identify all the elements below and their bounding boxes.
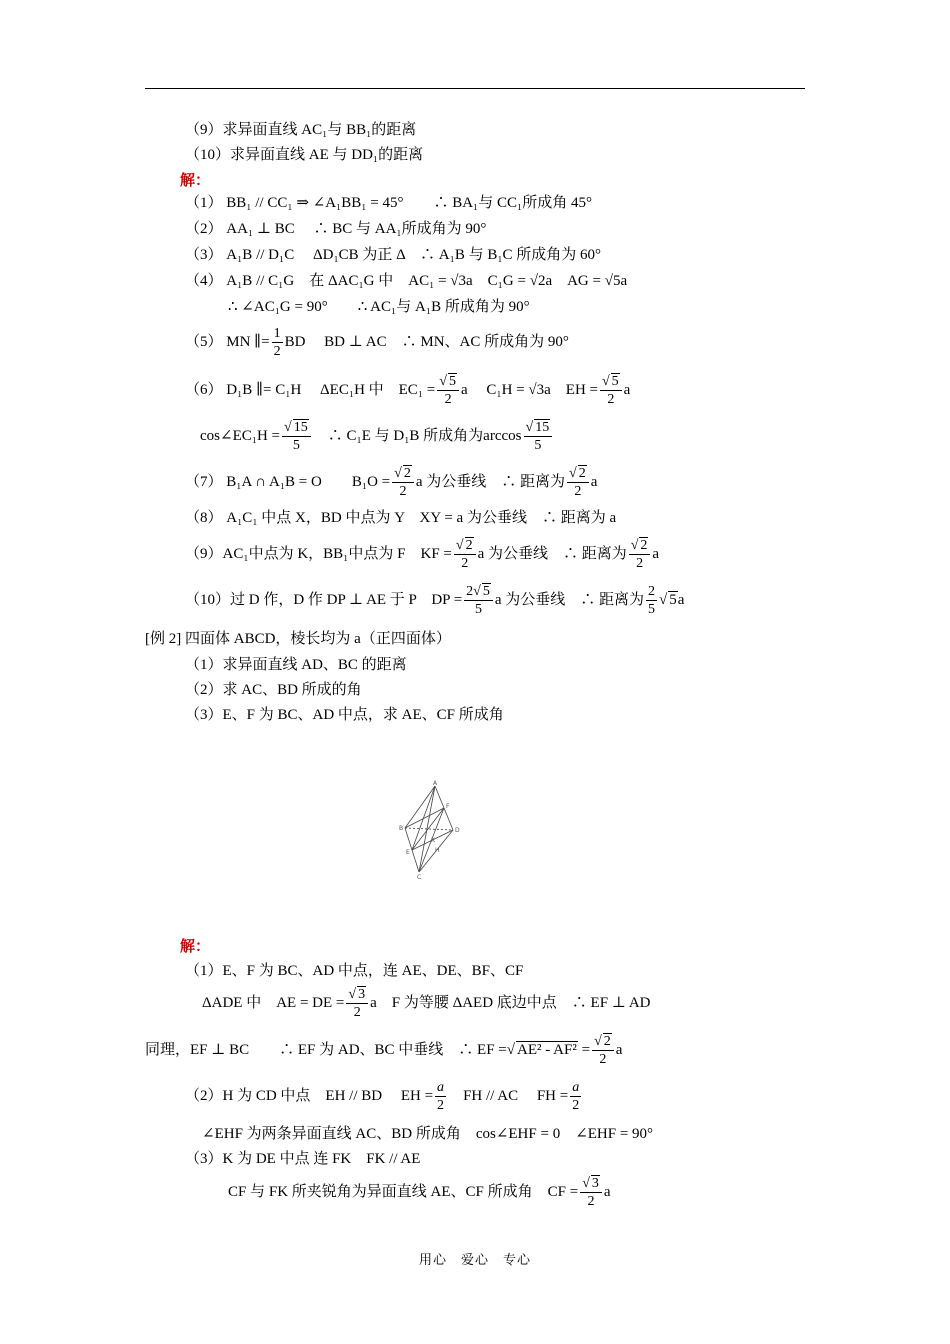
solution-6: （6） D₁B ∥= C₁H ΔEC₁H 中 EC₁ = $\frac{√ 5}{2}$ a C₁H = √3a EH = $\frac{√ 5}{2}$ a: [185, 374, 631, 408]
solution-heading: 解：: [180, 173, 211, 189]
solution-2-line-5: ∠EHF 为两条异面直线 AC、BD 所成角 cos∠EHF = 0 ∠EHF = 90°: [202, 1126, 654, 1142]
label-h: H: [435, 847, 440, 854]
fraction-root2-over-2: $\frac{√ 2}{2}$: [592, 1033, 614, 1068]
question-9: （9）求异面直线 AC₁与 BB₁的距离: [185, 122, 417, 138]
solution-2-line-2: ΔADE 中 AE = DE = $\frac{√ 3}{2}$ a F 为等腰 ΔAED 底边中点 ∴ EF ⊥ AD: [202, 987, 651, 1021]
fraction-root15-over-5: $\frac{√ 15}{5}$: [524, 419, 553, 454]
label-k: K: [431, 837, 435, 844]
fraction-root5-over-2: $\frac{√ 5}{2}$: [437, 373, 459, 408]
fraction-root2-over-2: $\frac{√ 2}{2}$: [629, 537, 651, 572]
fraction-a-over-2: $\frac{a}{2}$: [437, 1080, 445, 1114]
edge-ab: [405, 786, 435, 828]
solution-2-heading: 解：: [180, 939, 211, 955]
solution-5: [185, 325, 569, 360]
solution-2: （2） AA₁ ⊥ BC ∴ BC 与 AA₁所成角为 90°: [185, 221, 487, 237]
label-e: E: [406, 849, 410, 856]
fraction-2-over-5: $\frac{2}{5}$: [648, 584, 656, 618]
solution-5-part-a: （5） MN ∥=: [185, 334, 270, 350]
solution-2-line-7: CF 与 FK 所夹锐角为异面直线 AE、CF 所成角 CF = $\frac{√ 3}{2}$ a: [228, 1176, 611, 1210]
fraction-2root5-over-5: $\frac{2√ 5}{5}$: [464, 583, 493, 618]
label-b: B: [399, 825, 404, 832]
tetrahedron-figure: [395, 780, 465, 880]
fraction-root2-over-2: $\frac{√ 2}{2}$: [454, 537, 476, 572]
fraction-a-over-2: $\frac{a}{2}$: [572, 1080, 580, 1114]
fraction-root3-over-2: $\frac{√ 3}{2}$: [346, 986, 368, 1021]
segment-bf: [405, 808, 444, 828]
footer-slogan: 用心 爱心 专心: [418, 1252, 531, 1267]
solution-10: （10）过 D 作，D 作 DP ⊥ AE 于 P DP = $\frac{2√ 5}{5}$ a 为公垂线 ∴ 距离为 $\frac{2}{5}$ √ 5a: [185, 584, 685, 618]
solution-7: （7） B₁A ∩ A₁B = O B₁O = $\frac{√ 2}{2}$ a 为公垂线 ∴ 距离为 $\frac{√ 2}{2}$ a: [185, 466, 598, 500]
fraction-root15-over-5: $\frac{√ 15}{5}$: [282, 419, 311, 454]
solution-3: （3） A₁B // D₁C ΔD₁CB 为正 Δ ∴ A₁B 与 B₁C 所成角为 60°: [185, 247, 602, 263]
solution-2-line-6: （3）K 为 DE 中点 连 FK FK // AE: [185, 1151, 421, 1167]
solution-4-conclusion: ∴ ∠AC₁G = 90° ∴ AC₁与 A₁B 所成角为 90°: [228, 299, 530, 315]
solution-2-line-4: （2）H 为 CD 中点 EH // BD EH = $\frac{a}{2}$ FH // AC FH = $\frac{a}{2}$: [185, 1080, 580, 1114]
label-d: D: [455, 827, 460, 834]
label-a: A: [433, 780, 438, 787]
solution-6-cos: cos∠EC₁H = $\frac{√ 15}{5}$ ∴ C₁E 与 D₁B 所成角为arccos $\frac{√ 15}{5}$: [200, 416, 554, 456]
example-2-item-3: （3）E、F 为 BC、AD 中点，求 AE、CF 所成角: [185, 707, 504, 723]
example-2-title: [例 2] 四面体 ABCD，棱长均为 a（正四面体）: [145, 631, 451, 647]
solution-9: （9）AC₁中点为 K，BB₁中点为 F KF = $\frac{√ 2}{2}$ a 为公垂线 ∴ 距离为 $\frac{√ 2}{2}$ a: [185, 538, 660, 572]
example-2-item-2: （2）求 AC、BD 所成的角: [185, 682, 362, 698]
fraction-root5-over-2: $\frac{√ 5}{2}$: [600, 373, 622, 408]
fraction-root3-over-2: $\frac{√ 3}{2}$: [580, 1175, 602, 1210]
label-f: F: [446, 803, 450, 810]
fraction-root2-over-2: $\frac{√ 2}{2}$: [567, 465, 589, 500]
solution-1: （1） BB₁ // CC₁ ⇒ ∠A₁BB₁ = 45° ∴ BA₁与 CC₁所成角 45°: [185, 195, 593, 211]
segment-ef: [412, 808, 444, 850]
solution-2-line-3: 同理，EF ⊥ BC ∴ EF 为 AD、BC 中垂线 ∴ EF =√ AE² - AF² = $\frac{√ 2}{2}$ a: [145, 1034, 623, 1068]
solution-5-part-b: BD BD ⊥ AC ∴ MN、AC 所成角为 90°: [284, 334, 569, 350]
solution-4: （4） A₁B // C₁G 在 ΔAC₁G 中 AC₁ = √3a C₁G = √2a AG = √5a: [185, 273, 628, 289]
example-2-item-1: （1）求异面直线 AD、BC 的距离: [185, 657, 407, 673]
label-c: C: [417, 874, 422, 880]
header-rule: [145, 88, 805, 89]
solution-8: （8） A₁C₁ 中点 X，BD 中点为 Y XY = a 为公垂线 ∴ 距离为 a: [185, 510, 617, 526]
fraction-half: $\frac{1}{2}$: [273, 326, 281, 360]
fraction-root2-over-2: $\frac{√ 2}{2}$: [392, 465, 414, 500]
question-10: （10）求异面直线 AE 与 DD₁的距离: [185, 147, 424, 163]
solution-2-line-1: （1）E、F 为 BC、AD 中点，连 AE、DE、BF、CF: [185, 963, 524, 979]
